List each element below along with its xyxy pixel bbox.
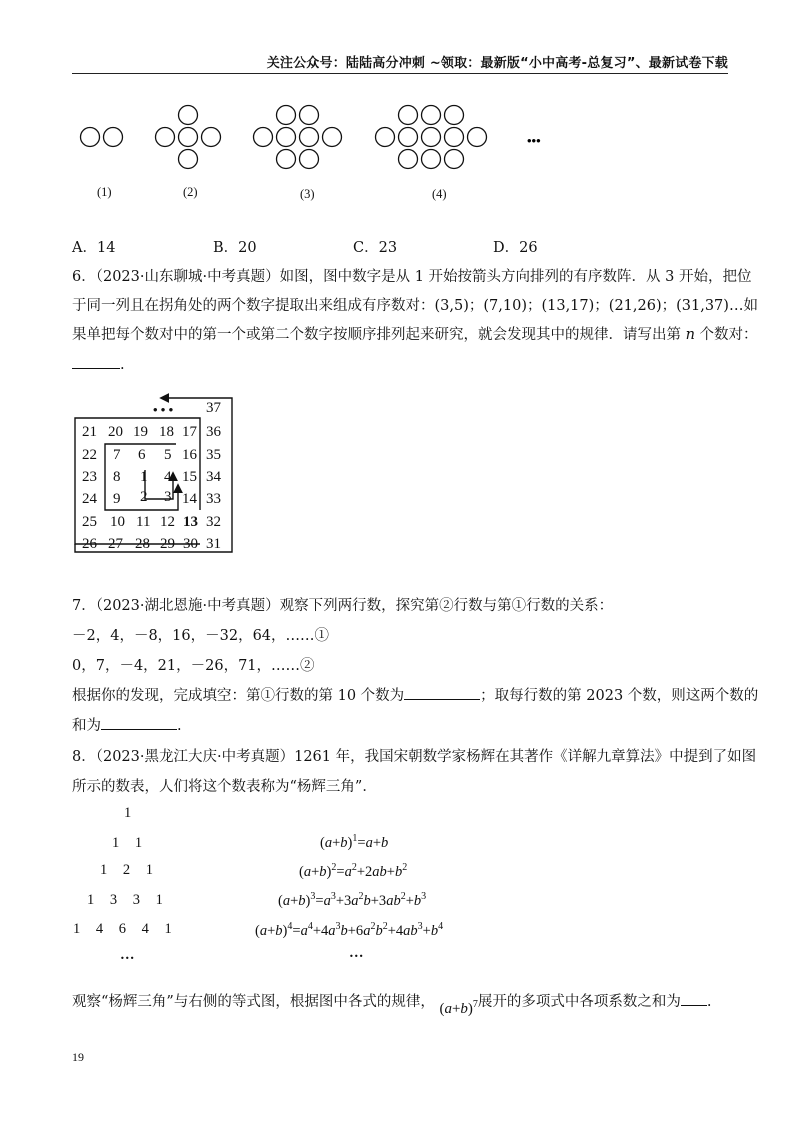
q6-answer-blank[interactable] [72,354,120,369]
pascal-row-4: 1 3 3 1 [87,892,163,908]
pascal-row-5: 1 4 6 4 1 [73,921,172,937]
q7-blank-2[interactable] [101,715,177,730]
q8-final-line: 观察“杨辉三角”与右侧的等式图，根据图中各式的规律， $(a+b)^7$展开的多项式中各项系数之和为 . [72,990,712,1011]
q7-row-2: 0，7，－4，21，－26，71，……② [72,658,315,674]
formula-ellipsis: … [349,945,364,961]
q8-line-2: 所示的数表，人们将这个数表称为“杨辉三角”． [72,779,377,795]
binomial-formula-2: $(a+b)^2=a^2+2ab+b^2$ [299,862,408,880]
binomial-formula-3: $(a+b)^3=a^3+3a^2b+3ab^2+b^3$ [278,891,427,909]
binomial-formula-1: $(a+b)^1=a+b$ [320,833,389,851]
pascal-ellipsis: … [120,947,135,963]
option-c: C．23 [353,240,398,256]
grid-cell: 1 [140,469,148,485]
grid-cell: 23 [82,469,97,485]
pascal-row-3: 1 2 1 [100,862,153,878]
q6-line-1: 6．（2023·山东聊城·中考真题）如图，图中数字是从 1 开始按箭头方向排列的有序数阵．从 3 开始，把位 [72,269,752,285]
grid-cell: 11 [136,514,151,530]
option-d: D．26 [493,240,538,256]
option-b: B．20 [213,240,257,256]
grid-cell: 33 [206,491,221,507]
grid-cell: 26 [82,536,97,552]
grid-cell: 37 [206,400,221,416]
grid-cell: 4 [164,469,172,485]
q8-line-1: 8．（2023·黑龙江大庆·中考真题）1261 年，我国宋朝数学家杨辉在其著作《详解九章算法》中提到了如图 [72,749,757,765]
grid-cell: 10 [110,514,125,530]
grid-cell: 24 [82,491,97,507]
grid-cell: 27 [108,536,123,552]
q7-row-1: －2，4，－8，16，－32，64，……① [72,628,330,644]
q6-line-2: 于同一列且在拐角处的两个数字提取出来组成有序数对：(3,5)；(7,10)；(13,17)；(21,26)；(31,37)…如 [72,298,758,314]
grid-cell: 36 [206,424,221,440]
grid-cell: 30 [183,536,198,552]
grid-cell: 15 [182,469,197,485]
grid-cell: 8 [113,469,121,485]
grid-cell: 35 [206,447,221,463]
q7-blank-1[interactable] [404,685,480,700]
q7-line-5: 和为 . [72,714,182,735]
circle-pattern-figure [0,95,800,215]
grid-cell: 28 [135,536,150,552]
grid-cell: 34 [206,469,221,485]
figure-label-3: (3) [300,187,315,201]
binomial-formula-4: $(a+b)^4=a^4+4a^3b+6a^2b^2+4ab^3+b^4$ [255,921,444,939]
grid-cell: 6 [138,447,146,463]
q8-answer-blank[interactable] [681,991,707,1006]
grid-cell: 25 [82,514,97,530]
grid-cell: 19 [133,424,148,440]
grid-cell: 22 [82,447,97,463]
header-text: 关注公众号：陆陆高分冲刺 ~领取：最新版“小中高考-总复习”、最新试卷下载 [266,56,728,71]
q6-answer-line: . [72,354,125,373]
q7-line-1: 7．（2023·湖北恩施·中考真题）观察下列两行数，探究第②行数与第①行数的关系： [72,598,614,614]
pascal-row-2: 1 1 [112,835,143,851]
grid-cell: 32 [206,514,221,530]
grid-cell: 7 [113,447,121,463]
q7-line-4: 根据你的发现，完成填空：第①行数的第 10 个数为 ；取每行数的第 2023 个数，则这两个数的 [72,684,758,705]
grid-cell: 14 [182,491,197,507]
grid-cell: 16 [182,447,197,463]
grid-cell: 20 [108,424,123,440]
header-rule [72,73,728,74]
grid-cell: 17 [182,424,197,440]
figure-label-4: (4) [432,187,447,201]
grid-cell: 3 [164,489,172,505]
grid-cell: 21 [82,424,97,440]
grid-cell: 12 [160,514,175,530]
grid-cell: 2 [140,489,148,505]
grid-cell: 31 [206,536,221,552]
option-a: A．14 [72,240,116,256]
pascal-row-1: 1 [124,805,132,821]
figure-label-2: (2) [183,185,198,199]
page-number: 19 [72,1050,84,1064]
grid-cell: 5 [164,447,172,463]
grid-cell: 18 [159,424,174,440]
grid-cell: 29 [160,536,175,552]
spiral-numbers [60,392,260,582]
binomial-power-7: $(a+b)^7$ [439,999,478,1017]
q6-variable-n: n [685,327,695,343]
grid-cell: 13 [183,514,198,530]
q6-line-3: 果单把每个数对中的第一个或第二个数字按顺序排列起来研究，就会发现其中的规律．请写出第 n 个数对： [72,327,758,343]
figure-label-1: (1) [97,185,112,199]
pattern-ellipsis: ••• [527,133,541,148]
spiral-dots: • • • [153,402,174,417]
grid-cell: 9 [113,491,121,507]
